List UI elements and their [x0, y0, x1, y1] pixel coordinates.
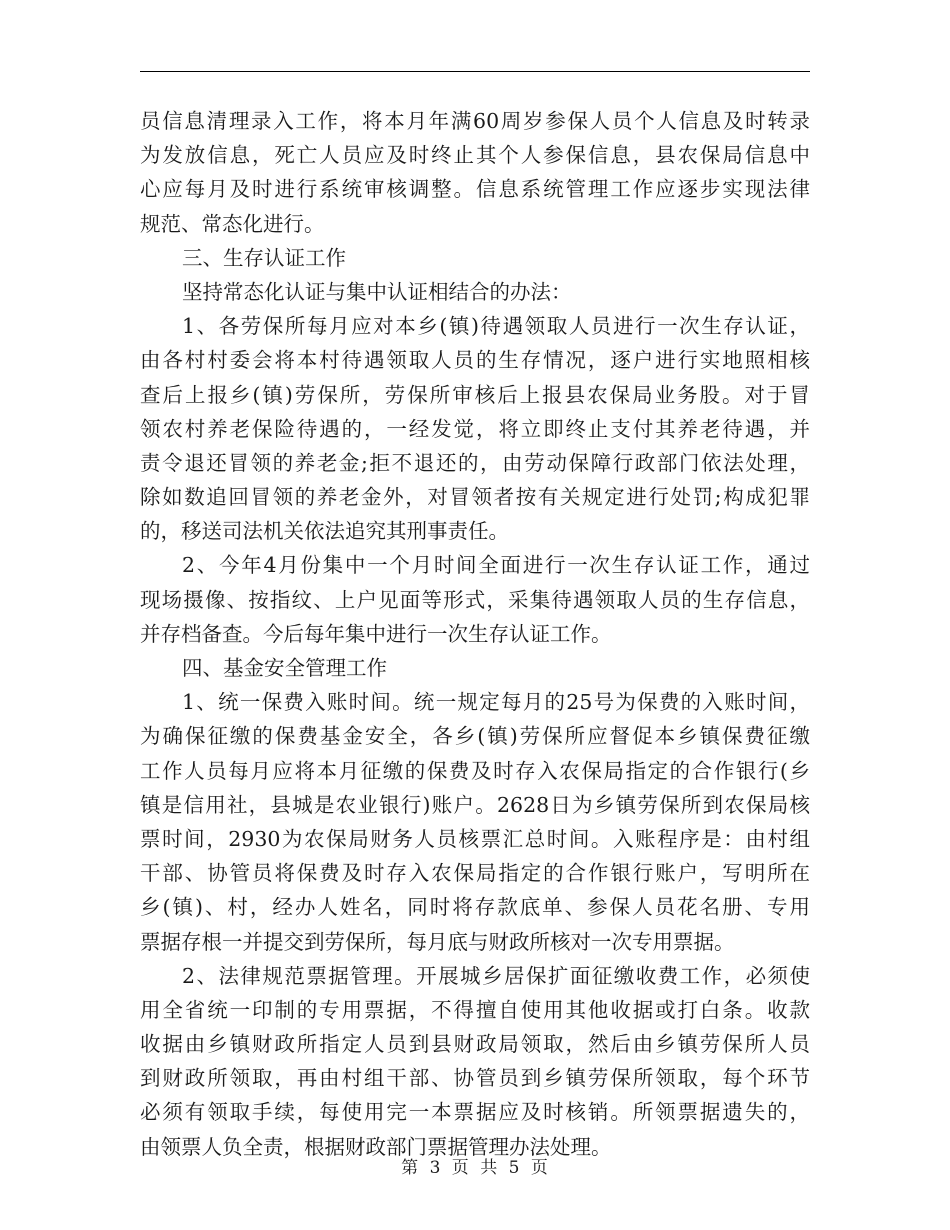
text-line: 为确保征缴的保费基金安全，各乡(镇)劳保所应督促本乡镇保费征缴	[140, 724, 810, 749]
text-line: 的，移送司法机关依法追究其刑事责任。	[140, 519, 509, 544]
text-line: 查后上报乡(镇)劳保所，劳保所审核后上报县农保局业务股。对于冒	[140, 382, 810, 407]
text-line: 责令退还冒领的养老金;拒不退还的，由劳动保障行政部门依法处理，	[140, 450, 810, 475]
text-line: 2、法律规范票据管理。开展城乡居保扩面征缴收费工作，必须使	[182, 963, 810, 988]
text-line: 收据由乡镇财政所指定人员到县财政局领取，然后由乡镇劳保所人员	[140, 1032, 810, 1057]
text-line: 到财政所领取，再由村组干部、协管员到乡镇劳保所领取，每个环节	[140, 1066, 810, 1091]
page-number-footer: 第 3 页 共 5 页	[401, 1158, 549, 1178]
section-heading: 三、生存认证工作	[182, 245, 346, 270]
text-line: 员信息清理录入工作，将本月年满60周岁参保人员个人信息及时转录	[140, 109, 810, 133]
text-line: 现场摄像、按指纹、上户见面等形式，采集待遇领取人员的生存信息，	[140, 587, 810, 612]
text-line: 乡(镇)、村，经办人姓名，同时将存款底单、参保人员花名册、专用	[140, 895, 810, 920]
text-line: 规范、常态化进行。	[140, 211, 325, 236]
text-line: 镇是信用社，县城是农业银行)账户。2628日为乡镇劳保所到农保局核	[140, 792, 810, 817]
text-line: 领农村养老保险待遇的，一经发觉，将立即终止支付其养老待遇，并	[140, 416, 810, 441]
text-line: 2、今年4月份集中一个月时间全面进行一次生存认证工作，通过	[182, 553, 810, 578]
text-line: 1、统一保费入账时间。统一规定每月的25号为保费的入账时间，	[182, 690, 810, 715]
text-line: 票据存根一并提交到劳保所，每月底与财政所核对一次专用票据。	[140, 929, 735, 954]
text-line: 用全省统一印制的专用票据，不得擅自使用其他收据或打白条。收款	[140, 997, 810, 1022]
text-line: 票时间，2930为农保局财务人员核票汇总时间。入账程序是：由村组	[140, 826, 810, 851]
text-line: 工作人员每月应将本月征缴的保费及时存入农保局指定的合作银行(乡	[140, 758, 810, 783]
text-line: 由领票人负全责，根据财政部门票据管理办法处理。	[140, 1134, 612, 1159]
header-rule	[140, 71, 810, 72]
text-line: 除如数追回冒领的养老金外，对冒领者按有关规定进行处罚;构成犯罪	[140, 485, 810, 510]
text-line: 由各村村委会将本村待遇领取人员的生存情况，逐户进行实地照相核	[140, 348, 810, 373]
text-line: 为发放信息，死亡人员应及时终止其个人参保信息，县农保局信息中	[140, 143, 810, 168]
text-line: 坚持常态化认证与集中认证相结合的办法：	[182, 279, 572, 304]
text-line: 心应每月及时进行系统审核调整。信息系统管理工作应逐步实现法律	[140, 177, 810, 202]
section-heading: 四、基金安全管理工作	[182, 656, 387, 680]
text-line: 干部、协管员将保费及时存入农保局指定的合作银行账户，写明所在	[140, 861, 810, 886]
text-line: 必须有领取手续，每使用完一本票据应及时核销。所领票据遗失的，	[140, 1100, 810, 1125]
document-body	[140, 104, 810, 1164]
text-line: 1、各劳保所每月应对本乡(镇)待遇领取人员进行一次生存认证，	[182, 314, 810, 339]
text-line: 并存档备查。今后每年集中进行一次生存认证工作。	[140, 621, 612, 646]
